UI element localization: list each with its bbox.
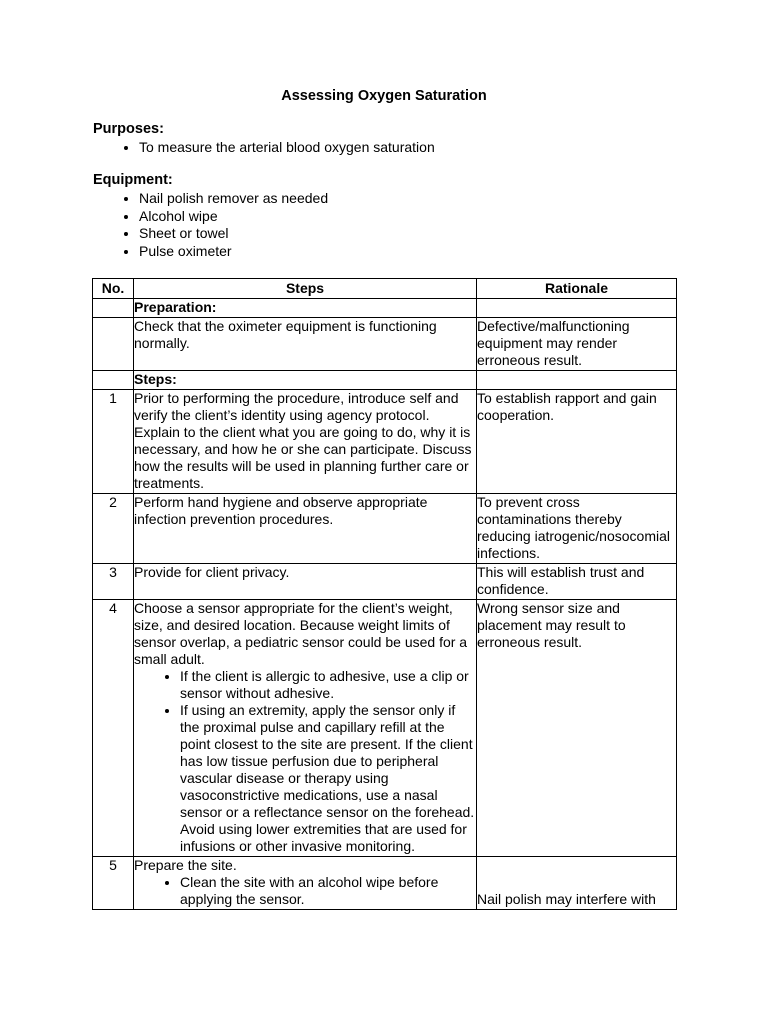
rationale-text: To establish rapport and gain cooperation. (477, 390, 677, 494)
step-text: Provide for client privacy. (134, 564, 477, 600)
list-item: • Nail polish remover as needed (139, 190, 328, 208)
step-text: Prepare the site. (134, 857, 237, 873)
list-item: • Sheet or towel (139, 225, 328, 243)
step-text: Prior to performing the procedure, introduce self and verify the client’s identity using agency protocol. Explain to the client what you are going to do, why it is necessary, and how he or she can participate. Discuss how the results will be used in planning further care or treatments. (134, 390, 477, 494)
list-item: • Alcohol wipe (139, 208, 328, 226)
step-text: Perform hand hygiene and observe appropriate infection prevention procedures. (134, 494, 477, 564)
column-header-steps: Steps (134, 279, 477, 299)
table-row (93, 390, 677, 494)
list-item: • If the client is allergic to adhesive, use a clip or sensor without adhesive. (180, 668, 476, 702)
table-row (93, 318, 677, 371)
equipment-heading: Equipment: (93, 172, 173, 188)
step-text: Choose a sensor appropriate for the client’s weight, size, and desired location. Because weight limits of sensor overlap, a pediatric sensor could be used for a small adult. (134, 600, 468, 667)
step-number: 5 (93, 857, 134, 910)
step-number: 3 (93, 564, 134, 600)
sub-list (134, 874, 476, 908)
list-item: • Clean the site with an alcohol wipe before applying the sensor. (180, 874, 476, 908)
preparation-label: Preparation: (134, 299, 477, 318)
steps-label: Steps: (134, 371, 477, 390)
rationale-text: Defective/malfunctioning equipment may render erroneous result. (477, 318, 677, 371)
table-header-row (93, 279, 677, 299)
table-row (93, 371, 677, 390)
equipment-list (93, 190, 328, 260)
step-number: 2 (93, 494, 134, 564)
rationale-text: This will establish trust and confidence. (477, 564, 677, 600)
procedure-table (92, 278, 677, 910)
column-header-rationale: Rationale (477, 279, 677, 299)
step-text: Check that the oximeter equipment is functioning normally. (134, 318, 477, 371)
step-number: 1 (93, 390, 134, 494)
page-title: Assessing Oxygen Saturation (281, 88, 487, 104)
column-header-no: No. (93, 279, 134, 299)
purposes-heading: Purposes: (93, 121, 164, 137)
rationale-text: To prevent cross contaminations thereby reducing iatrogenic/nosocomial infections. (477, 494, 677, 564)
list-item: • If using an extremity, apply the sensor only if the proximal pulse and capillary refill at the point closest to the site are present. If the client has low tissue perfusion due to peripheral vascular disease or therapy using vasoconstrictive medications, use a nasal sensor or a reflectance sensor on the forehead. Avoid using lower extremities that are used for infusions or other invasive monitoring. (180, 702, 476, 855)
table-row (93, 600, 677, 857)
rationale-text: Wrong sensor size and placement may result to erroneous result. (477, 600, 677, 857)
table-row (93, 564, 677, 600)
purposes-list (93, 139, 435, 157)
list-item: • Pulse oximeter (139, 243, 328, 261)
step-number: 4 (93, 600, 134, 857)
table-row (93, 494, 677, 564)
rationale-text: Nail polish may interfere with (477, 891, 656, 907)
table-row (93, 857, 677, 910)
sub-list (134, 668, 476, 855)
table-row (93, 299, 677, 318)
list-item: • To measure the arterial blood oxygen saturation (139, 139, 435, 157)
